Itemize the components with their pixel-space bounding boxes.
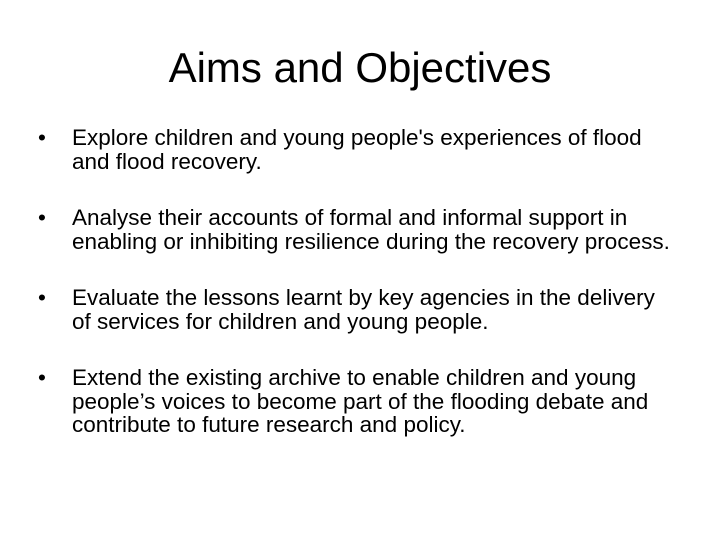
bullet-item [38,366,678,437]
bullet-icon: • [38,125,46,150]
bullet-text: Explore children and young people's experiences of flood and flood recovery. [72,125,642,174]
bullet-item [38,126,678,173]
bullet-text: Extend the existing archive to enable children and young people’s voices to become part of the flooding debate and contribute to future research and policy. [72,365,649,437]
bullet-item [38,286,678,333]
bullet-icon: • [38,285,46,310]
bullet-item [38,206,678,253]
bullet-icon: • [38,365,46,390]
bullet-icon: • [38,205,46,230]
bullet-text: Evaluate the lessons learnt by key agencies in the delivery of services for children and young people. [72,285,655,334]
bullet-list [38,126,678,437]
slide-title: Aims and Objectives [168,44,552,91]
bullet-text: Analyse their accounts of formal and informal support in enabling or inhibiting resilience during the recovery process. [72,205,670,254]
